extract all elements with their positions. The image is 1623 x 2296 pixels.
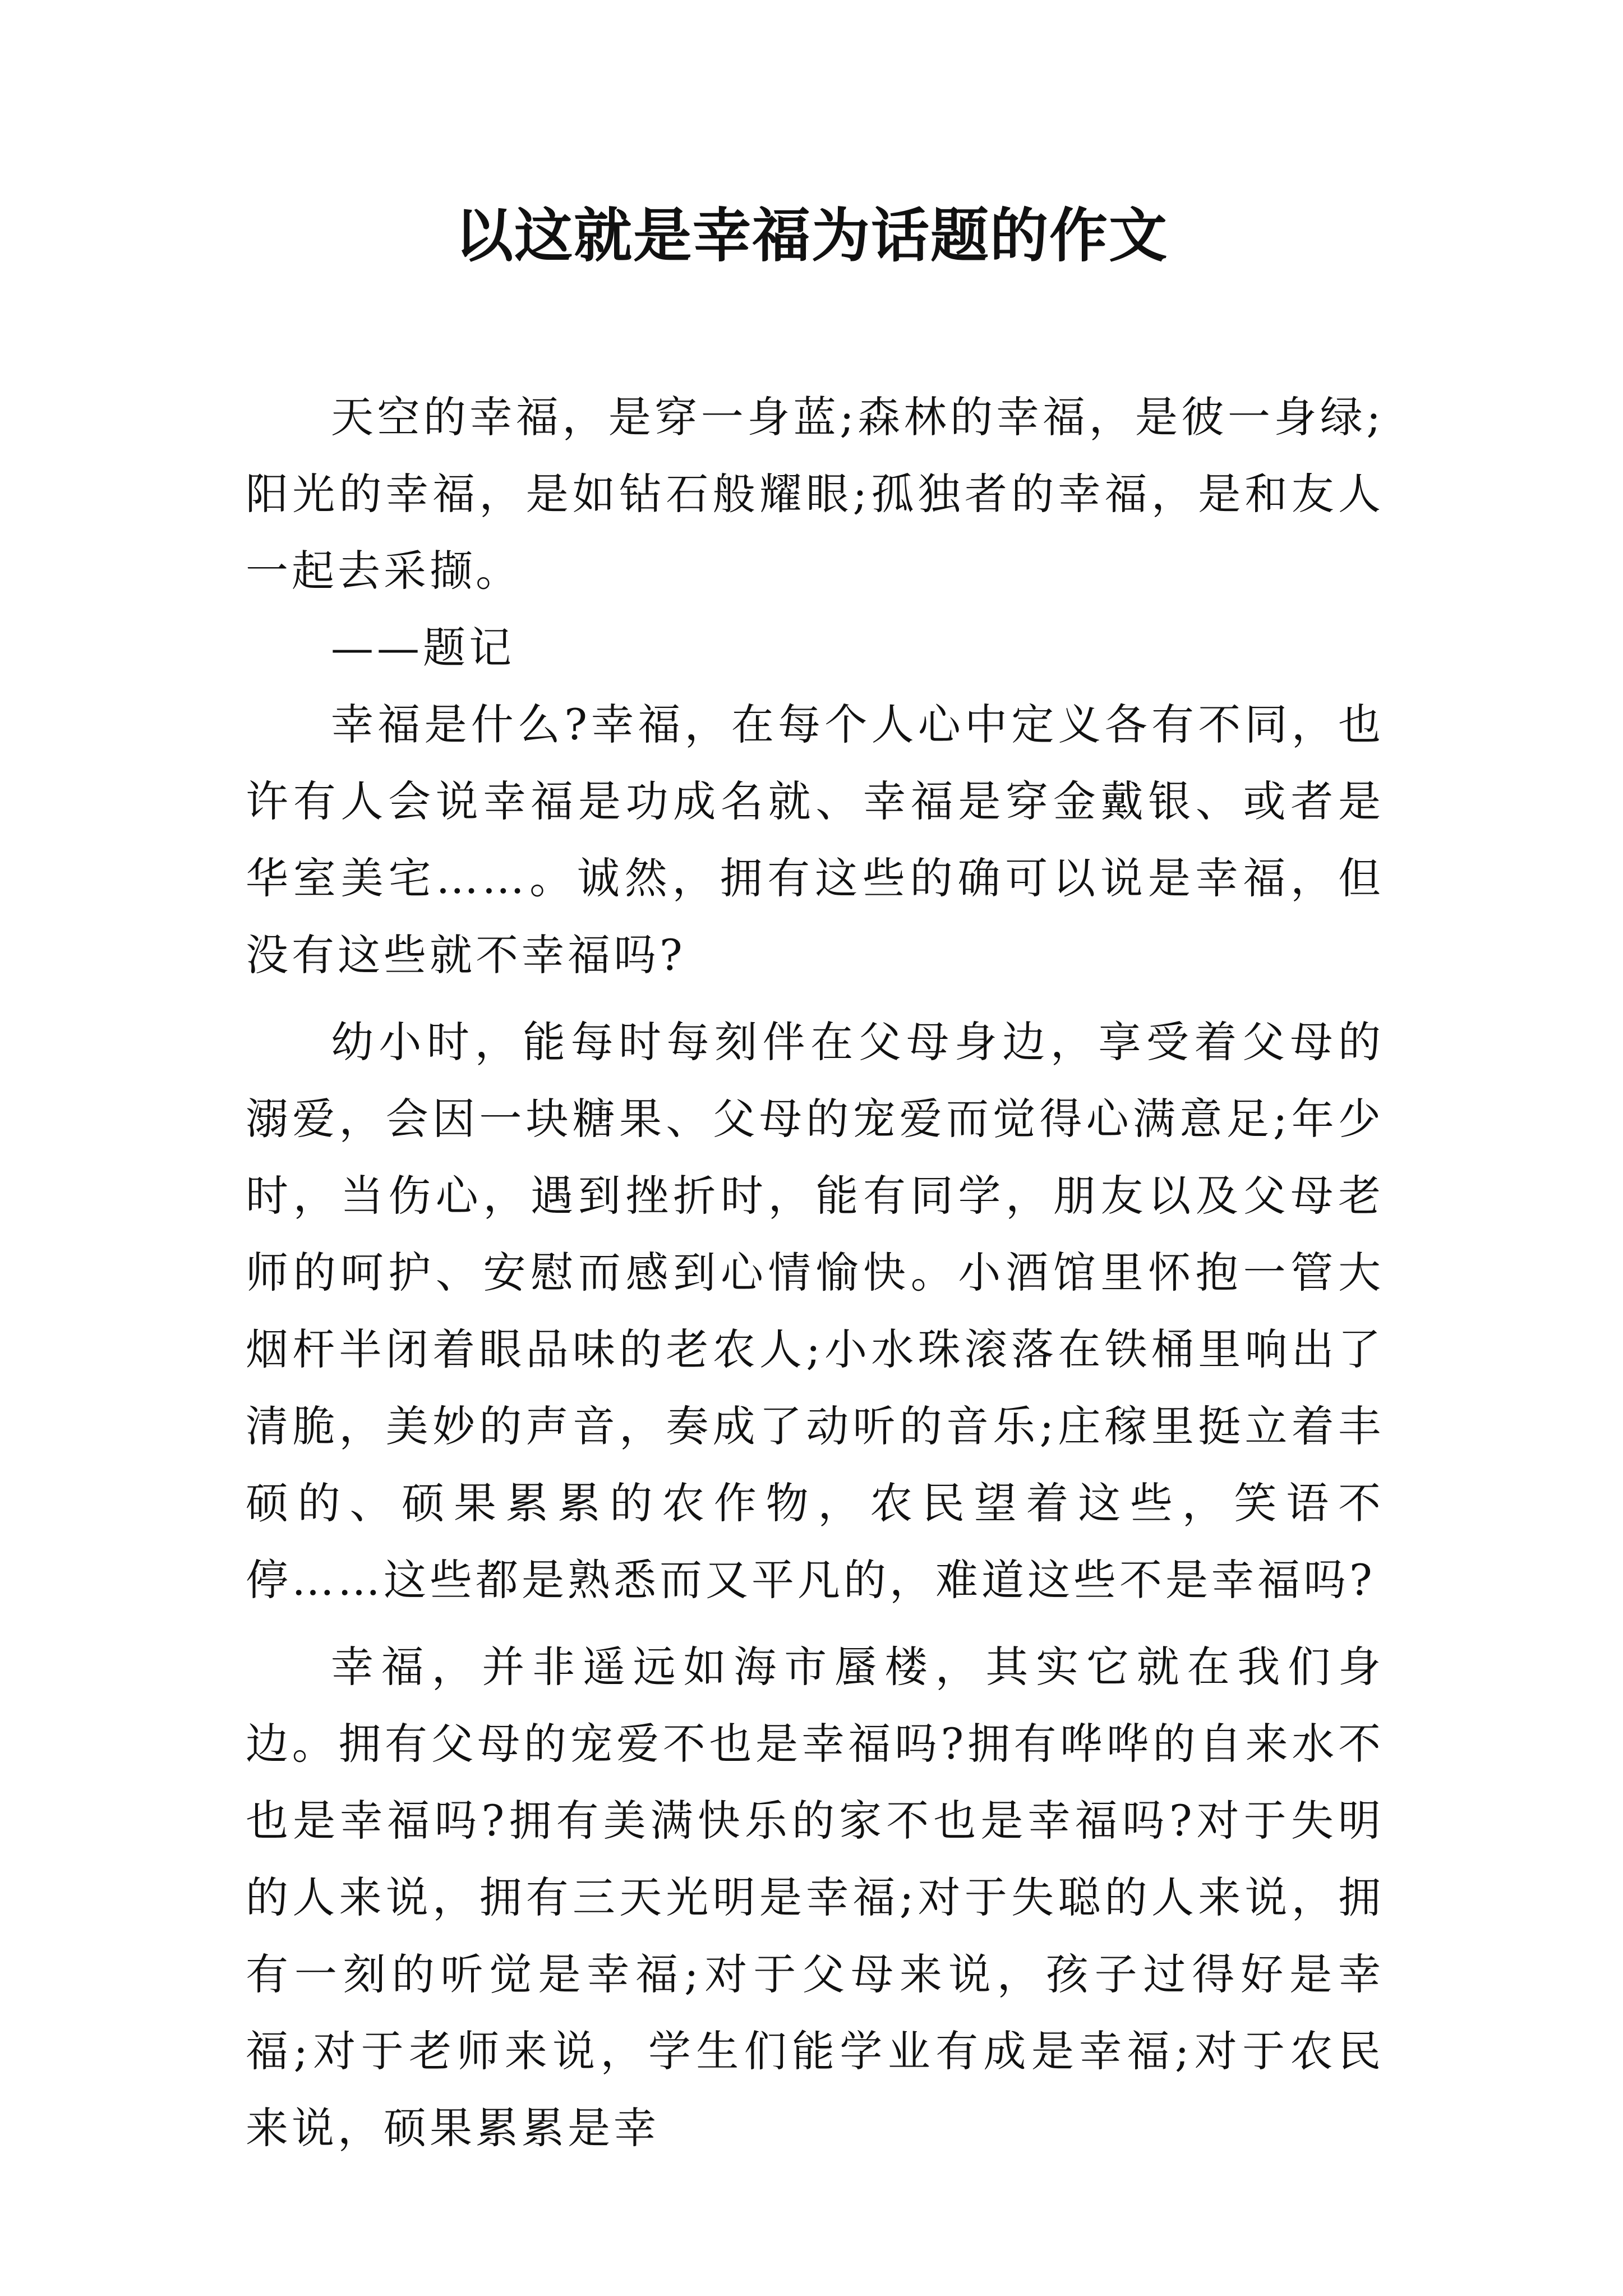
paragraph-signoff: ——题记 xyxy=(331,623,515,673)
document-title: 以这就是幸福为话题的作文 xyxy=(454,201,1168,270)
paragraph-what-is-happiness: 幸福是什么?幸福，在每个人心中定义各有不同，也许有人会说幸福是功成名就、幸福是穿金戴银、或者是华室美宅……。诚然，拥有这些的确可以说是幸福，但没有这些就不幸福吗? xyxy=(246,700,1384,980)
paragraph-epigraph: 天空的幸福，是穿一身蓝;森林的幸福，是彼一身绿;阳光的幸福，是如钻石般耀眼;孤独者的幸福，是和友人一起去采撷。 xyxy=(246,392,1384,596)
document-body xyxy=(246,379,1384,2166)
paragraph-happiness-nearby: 幸福，并非遥远如海市蜃楼，其实它就在我们身边。拥有父母的宠爱不也是幸福吗?拥有哗哗的自来水不也是幸福吗?拥有美满快乐的家不也是幸福吗?对于失明的人来说，拥有三天光明是幸福;对于失聪的人来说，拥有一刻的听觉是幸福;对于父母来说，孩子过得好是幸福;对于老师来说，学生们能学业有成是幸福;对于农民来说，硕果累累是幸 xyxy=(246,1642,1384,2153)
paragraph-childhood: 幼小时，能每时每刻伴在父母身边，享受着父母的溺爱，会因一块糖果、父母的宠爱而觉得心满意足;年少时，当伤心，遇到挫折时，能有同学，朋友以及父母老师的呵护、安慰而感到心情愉快。小酒馆里怀抱一管大烟杆半闭着眼品味的老农人;小水珠滚落在铁桶里响出了清脆，美妙的声音，奏成了动听的音乐;庄稼里挺立着丰硕的、硕果累累的农作物，农民望着这些，笑语不停……这些都是熟悉而又平凡的，难道这些不是幸福吗? xyxy=(246,1017,1384,1605)
